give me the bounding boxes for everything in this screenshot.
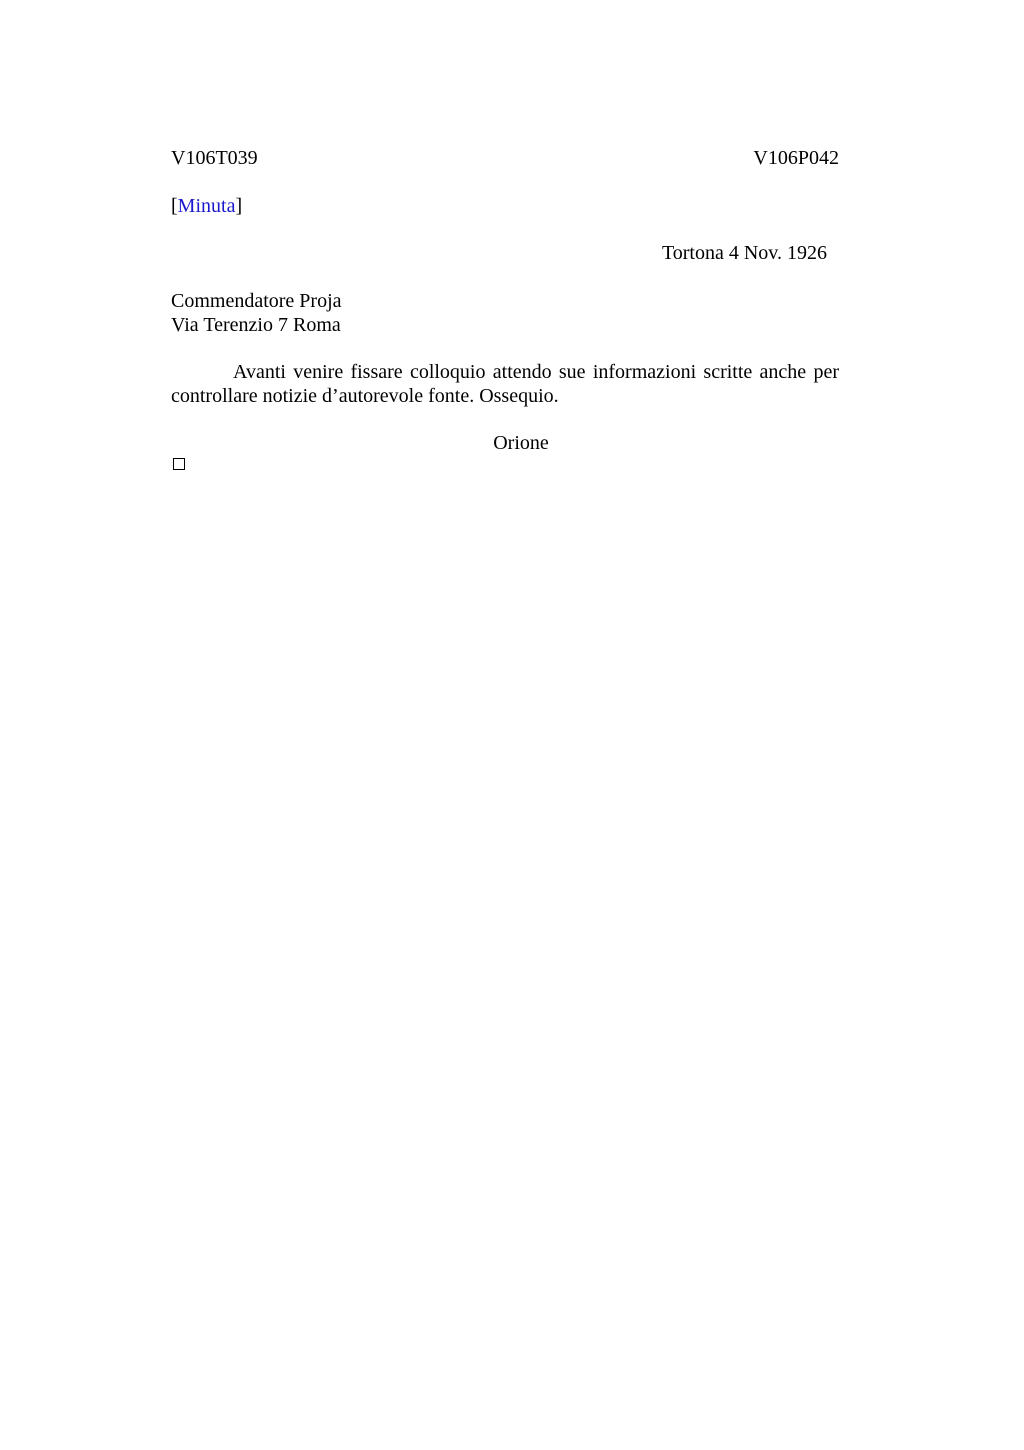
- recipient-block: [171, 289, 342, 337]
- document-header: [171, 146, 839, 170]
- minuta-bracket-close: ]: [235, 195, 243, 217]
- empty-square-icon: [173, 458, 185, 470]
- recipient-name: Commendatore Proja: [171, 290, 342, 312]
- document-code-right: V106P042: [753, 147, 839, 169]
- signature: Orione: [493, 432, 549, 454]
- dateline: Tortona 4 Nov. 1926: [661, 242, 827, 264]
- document-page: [171, 0, 839, 1450]
- letter-body: Avanti venire fissare colloquio attendo sue informazioni scritte anche per controllare notizie d’autorevole fonte. Ossequio.: [171, 361, 839, 407]
- minuta-bracket-open: [: [171, 195, 178, 217]
- document-code-left: V106T039: [171, 147, 258, 169]
- minuta-note: [171, 194, 242, 218]
- recipient-address: Via Terenzio 7 Roma: [171, 314, 341, 336]
- minuta-link[interactable]: Minuta: [177, 195, 236, 217]
